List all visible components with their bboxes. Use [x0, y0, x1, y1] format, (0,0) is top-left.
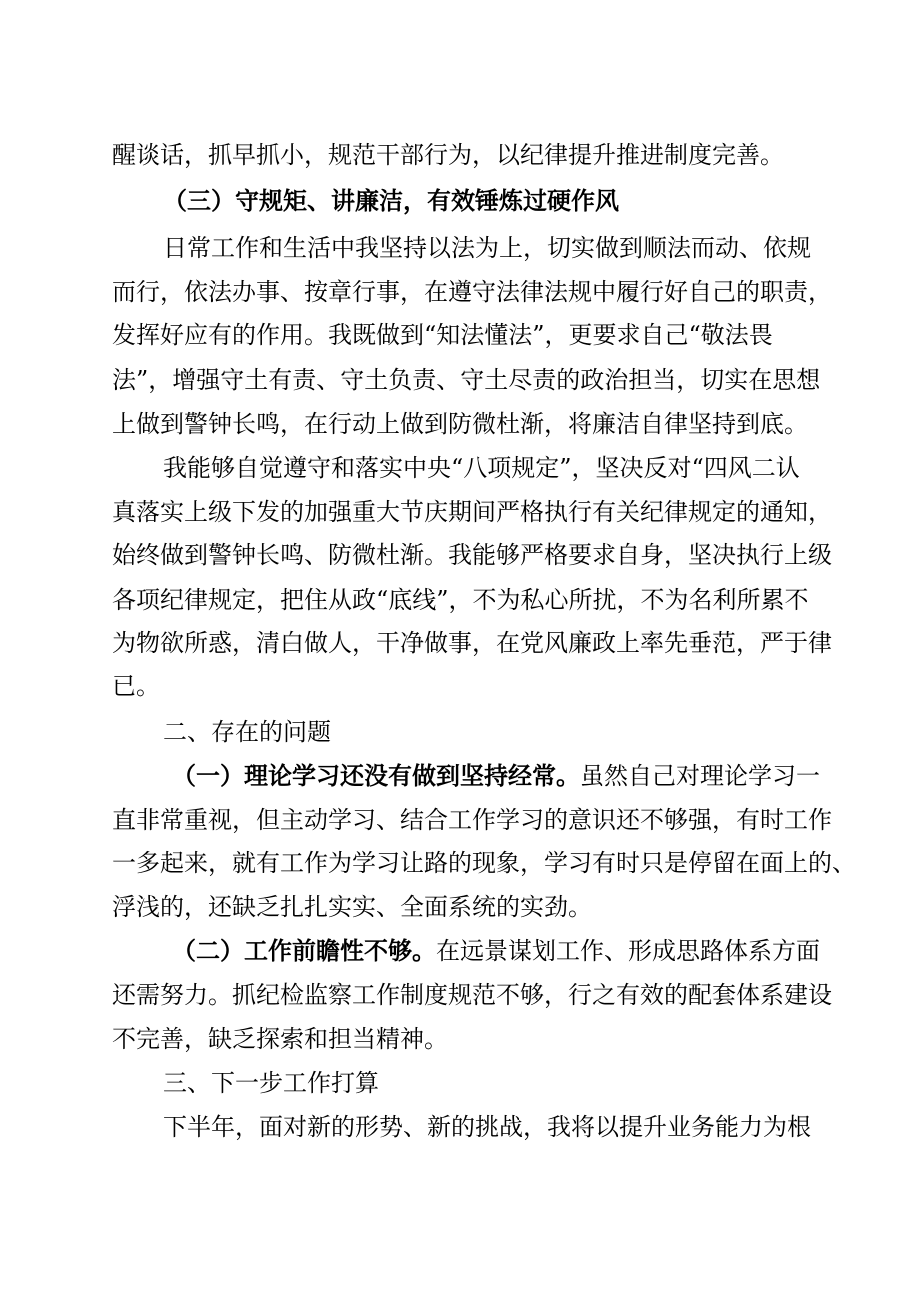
section-heading	[163, 1063, 920, 1103]
paragraph-line	[112, 580, 920, 620]
line-text: 上做到警钟长鸣，在行动上做到防微杜渐，将廉洁自律坚持到底。	[112, 410, 808, 438]
heading-text: （三）守规矩、讲廉洁，有效锤炼过硬作风	[163, 186, 619, 215]
line-text: 下半年，面对新的形势、新的挑战，我将以提升业务能力为根	[163, 1113, 811, 1141]
line-text: 醒谈话，抓早抓小，规范干部行为，以纪律提升推进制度完善。	[112, 141, 784, 169]
line-text: 浮浅的，还缺乏扎扎实实、全面系统的实劲。	[112, 893, 592, 921]
paragraph-line	[112, 975, 920, 1015]
line-text: 我能够自觉遵守和落实中央“八项规定”，坚决反对“四风二认	[163, 454, 800, 482]
line-text: 已。	[112, 672, 160, 700]
paragraph-line	[163, 228, 920, 268]
line-text: 而行，依法办事、按章行事，在遵守法律法规中履行好自己的职责，	[112, 278, 832, 306]
subheading-text: （一）理论学习还没有做到坚持经常。	[172, 761, 580, 790]
paragraph-line	[172, 756, 920, 796]
line-text: 在远景谋划工作、形成思路体系方面	[436, 937, 820, 965]
paragraph-line	[112, 843, 920, 883]
line-text: 真落实上级下发的加强重大节庆期间严格执行有关纪律规定的通知，	[112, 498, 832, 526]
line-text: 法”，增强守土有责、守土负责、守土尽责的政治担当，切实在思想	[112, 366, 821, 394]
section-heading	[163, 181, 920, 221]
paragraph-line	[112, 623, 920, 663]
paragraph-line	[163, 1107, 920, 1147]
paragraph-line	[112, 315, 920, 355]
line-text: 日常工作和生活中我坚持以法为上，切实做到顺法而动、依规	[163, 234, 811, 262]
paragraph-line	[112, 492, 920, 532]
line-text: 直非常重视，但主动学习、结合工作学习的意识还不够强，有时工作	[112, 806, 832, 834]
paragraph-line	[112, 887, 920, 927]
paragraph-line	[112, 360, 920, 400]
line-text: 发挥好应有的作用。我既做到“知法懂法”，更要求自己“敬法畏	[112, 321, 773, 349]
heading-text: 二、存在的问题	[163, 718, 331, 746]
paragraph-line	[112, 800, 920, 840]
paragraph-line	[163, 448, 920, 488]
paragraph-line	[112, 404, 920, 444]
line-text: 各项纪律规定，把住从政“底线”，不为私心所扰，不为名利所累不	[112, 586, 809, 614]
section-heading	[163, 712, 920, 752]
line-text: 一多起来，就有工作为学习让路的现象，学习有时只是停留在面上的、	[112, 849, 856, 877]
line-text: 始终做到警钟长鸣、防微杜渐。我能够严格要求自身，坚决执行上级	[112, 541, 832, 569]
line-text: 虽然自己对理论学习一	[580, 762, 820, 790]
paragraph-line	[112, 272, 920, 312]
paragraph-line	[112, 135, 920, 175]
subheading-text: （二）工作前瞻性不够。	[172, 936, 436, 965]
paragraph-line	[112, 535, 920, 575]
line-text: 为物欲所惑，清白做人，干净做事，在党风廉政上率先垂范，严于律	[112, 629, 832, 657]
paragraph-line	[112, 1019, 920, 1059]
line-text: 不完善，缺乏探索和担当精神。	[112, 1025, 448, 1053]
paragraph-line	[112, 666, 920, 706]
paragraph-line	[172, 931, 920, 971]
line-text: 还需努力。抓纪检监察工作制度规范不够，行之有效的配套体系建设	[112, 981, 832, 1009]
heading-text: 三、下一步工作打算	[163, 1069, 379, 1097]
